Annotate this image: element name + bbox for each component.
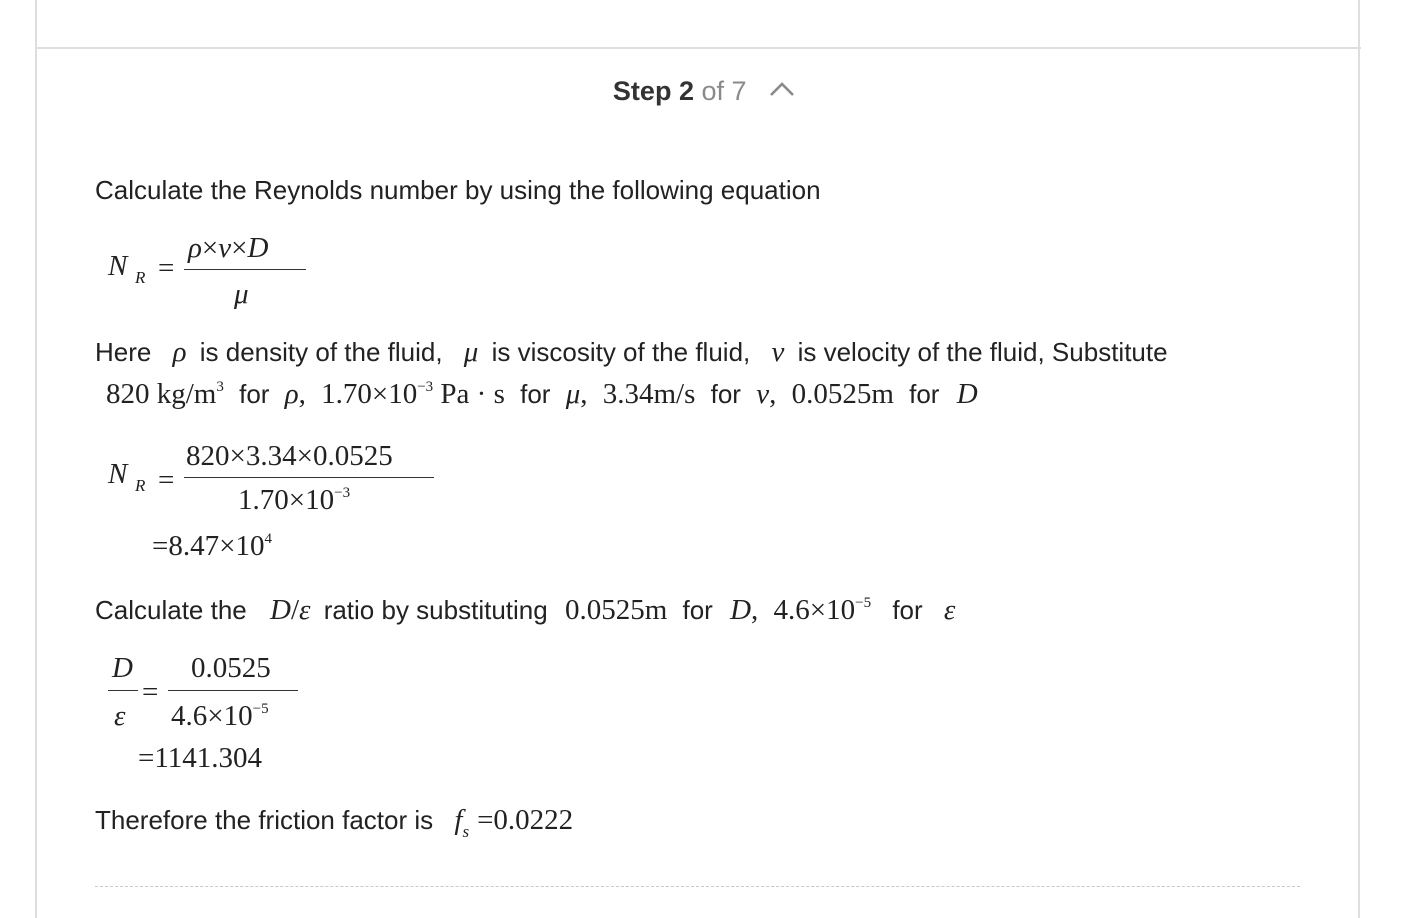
friction-factor-result: Therefore the friction factor is $f_s =0.0222$ — [95, 804, 574, 841]
intro-text: Calculate the Reynolds number by using the following equation — [95, 175, 821, 205]
ratio-instruction: Calculate the D/ε ratio by substituting 0.0525m for D, $4.6\times 10^{-5}$ for ε — [95, 594, 956, 626]
section-divider — [95, 886, 1300, 887]
substitution-line: 820 $kg/m^3$ for ρ, $1.70\times 10^{-3}$ Pa · s for μ, 3.34m/s for v, 0.0525m for D — [106, 378, 978, 410]
variable-definitions: Here ρ is density of the fluid, μ is viscosity of the fluid, v is velocity of the fluid, Substitute — [95, 336, 1168, 368]
ratio-calculation: D ε = 0.0525 $4.6\times 10^{-5}$ =1141.304 — [108, 652, 328, 777]
reynolds-calculation: N R = 820×3.34×0.0525 $1.70\times 10^{-3}$ $=8.47\times 10^4$ — [108, 440, 448, 565]
reynolds-formula: N R = ρ×v×D μ — [108, 232, 328, 312]
top-divider — [35, 47, 1361, 49]
step-header — [0, 76, 1428, 107]
step-total: of 7 — [701, 76, 747, 106]
chevron-up-icon[interactable] — [768, 74, 796, 105]
step-label: Step 2 — [612, 76, 694, 106]
